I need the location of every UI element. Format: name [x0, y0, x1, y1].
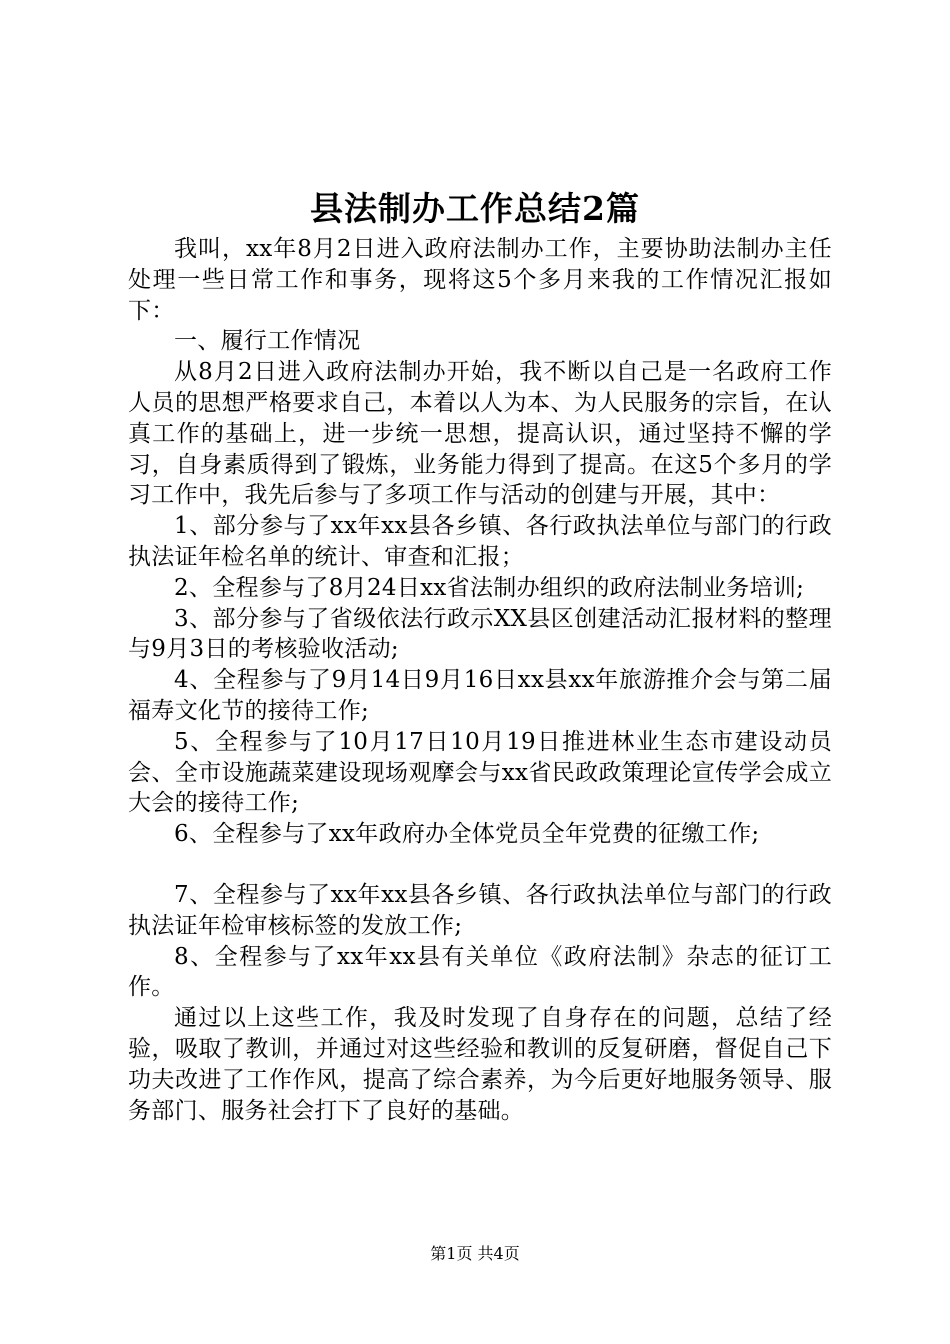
list-item-1: 1、部分参与了xx年xx县各乡镇、各行政执法单位与部门的行政执法证年检名单的统计、审查和汇报；	[128, 513, 832, 570]
intro-paragraph: 我叫，xx年8月2日进入政府法制办工作，主要协助法制办主任处理一些日常工作和事务，现将这5个多月来我的工作情况汇报如下：	[128, 236, 832, 324]
section-heading: 一、履行工作情况	[174, 328, 361, 355]
document-body	[128, 234, 832, 1126]
list-item-8: 8、全程参与了xx年xx县有关单位《政府法制》杂志的征订工作。	[128, 943, 832, 1001]
list-item-3: 3、部分参与了省级依法行政示XX县区创建活动汇报材料的整理与9月3日的考核验收活动;	[128, 605, 832, 663]
document-title: 县法制办工作总结2篇	[310, 189, 640, 228]
body-paragraph: 从8月2日进入政府法制办开始，我不断以自己是一名政府工作人员的思想严格要求自己，本着以人为本、为人民服务的宗旨，在认真工作的基础上，进一步统一思想，提高认识，通过坚持不懈的学习，自身素质得到了锻炼，业务能力得到了提高。在这5个多月的学习工作中，我先后参与了多项工作与活动的创建与开展，其中：	[128, 359, 832, 509]
list-item-4: 4、全程参与了9月14日9月16日xx县xx年旅游推介会与第二届福寿文化节的接待工作;	[128, 667, 832, 724]
list-item-7: 7、全程参与了xx年xx县各乡镇、各行政执法单位与部门的行政执法证年检审核标签的发放工作;	[128, 881, 832, 939]
list-item-2: 2、全程参与了8月24日xx省法制办组织的政府法制业务培训;	[174, 574, 805, 601]
closing-paragraph: 通过以上这些工作，我及时发现了自身存在的问题，总结了经验，吸取了教训，并通过对这些经验和教训的反复研磨，督促自己下功夫改进了工作作风，提高了综合素养，为今后更好地服务领导、服务部门、服务社会打下了良好的基础。	[128, 1005, 832, 1124]
list-item-5: 5、全程参与了10月17日10月19日推进林业生态市建设动员会、全市设施蔬菜建设现场观摩会与xx省民政政策理论宣传学会成立大会的接待工作;	[128, 728, 832, 817]
page-footer: 第1页 共4页	[430, 1244, 520, 1263]
list-item-6: 6、全程参与了xx年政府办全体党员全年党费的征缴工作;	[174, 821, 760, 848]
